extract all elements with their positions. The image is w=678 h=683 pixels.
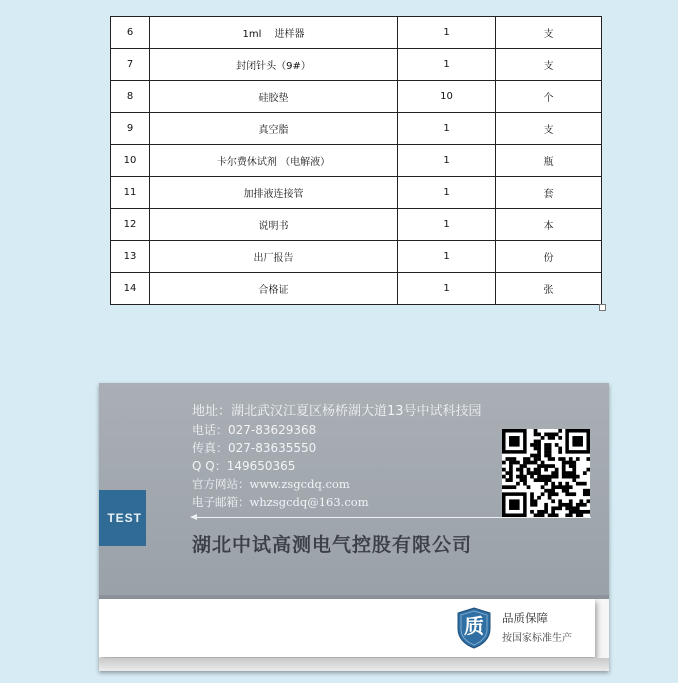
unit-cell: 本 <box>496 209 602 241</box>
row-number-cell: 12 <box>111 209 150 241</box>
quantity-cell: 1 <box>398 209 496 241</box>
item-name-cell: 硅胶垫 <box>150 81 398 113</box>
row-number-cell: 14 <box>111 273 150 305</box>
accessory-table-body <box>111 17 602 305</box>
row-number-cell: 6 <box>111 17 150 49</box>
item-name-cell: 卡尔费休试剂 （电解液） <box>150 145 398 177</box>
table-row <box>111 273 602 305</box>
address-text: 地址：湖北武汉江夏区杨桥湖大道13号中试科技园 <box>192 404 482 419</box>
accessory-table <box>110 16 602 305</box>
quantity-cell: 1 <box>398 145 496 177</box>
card-shadow <box>99 658 609 671</box>
unit-cell: 支 <box>496 113 602 145</box>
table-row <box>111 49 602 81</box>
table-row <box>111 177 602 209</box>
row-number-cell: 8 <box>111 81 150 113</box>
email-text: 电子邮箱：whzsgcdq@163.com <box>192 495 369 509</box>
qr-code-icon <box>502 429 590 517</box>
phone-text: 电话：027-83629368 <box>192 423 317 437</box>
unit-cell: 个 <box>496 81 602 113</box>
unit-cell: 支 <box>496 49 602 81</box>
table-row <box>111 241 602 273</box>
row-number-cell: 9 <box>111 113 150 145</box>
quantity-cell: 1 <box>398 113 496 145</box>
table-row <box>111 17 602 49</box>
row-number-cell: 13 <box>111 241 150 273</box>
unit-cell: 支 <box>496 17 602 49</box>
item-name-cell: 合格证 <box>150 273 398 305</box>
row-number-cell: 10 <box>111 145 150 177</box>
badge-title: 品质保障 <box>502 611 548 625</box>
arrow-line <box>193 517 591 518</box>
contact-info <box>192 403 482 511</box>
row-number-cell: 11 <box>111 177 150 209</box>
item-name-cell: 真空脂 <box>150 113 398 145</box>
quantity-cell: 1 <box>398 273 496 305</box>
quantity-cell: 1 <box>398 177 496 209</box>
badge-subtitle: 按国家标准生产 <box>502 633 572 644</box>
company-name: 湖北中试高测电气控股有限公司 <box>192 534 473 556</box>
quantity-cell: 10 <box>398 81 496 113</box>
business-card <box>99 383 609 671</box>
row-number-cell: 7 <box>111 49 150 81</box>
item-name-cell: 封闭针头（9#） <box>150 49 398 81</box>
fax-text: 传真：027-83635550 <box>192 441 317 455</box>
test-tag: TEST <box>99 490 146 546</box>
shield-char: 质 <box>464 614 484 638</box>
item-name-cell: 说明书 <box>150 209 398 241</box>
table-row <box>111 81 602 113</box>
quantity-cell: 1 <box>398 241 496 273</box>
quality-badge <box>454 607 589 651</box>
table-row <box>111 145 602 177</box>
item-name-cell: 加排液连接管 <box>150 177 398 209</box>
qq-text: Q Q：149650365 <box>192 459 296 473</box>
unit-cell: 套 <box>496 177 602 209</box>
quantity-cell: 1 <box>398 49 496 81</box>
unit-cell: 瓶 <box>496 145 602 177</box>
table-row <box>111 209 602 241</box>
unit-cell: 张 <box>496 273 602 305</box>
item-name-cell: 1ml 进样器 <box>150 17 398 49</box>
accessory-table-wrapper <box>110 16 602 305</box>
quantity-cell: 1 <box>398 17 496 49</box>
table-resize-handle[interactable] <box>599 304 606 311</box>
table-row <box>111 113 602 145</box>
website-text: 官方网站：www.zsgcdq.com <box>192 477 350 491</box>
unit-cell: 份 <box>496 241 602 273</box>
item-name-cell: 出厂报告 <box>150 241 398 273</box>
